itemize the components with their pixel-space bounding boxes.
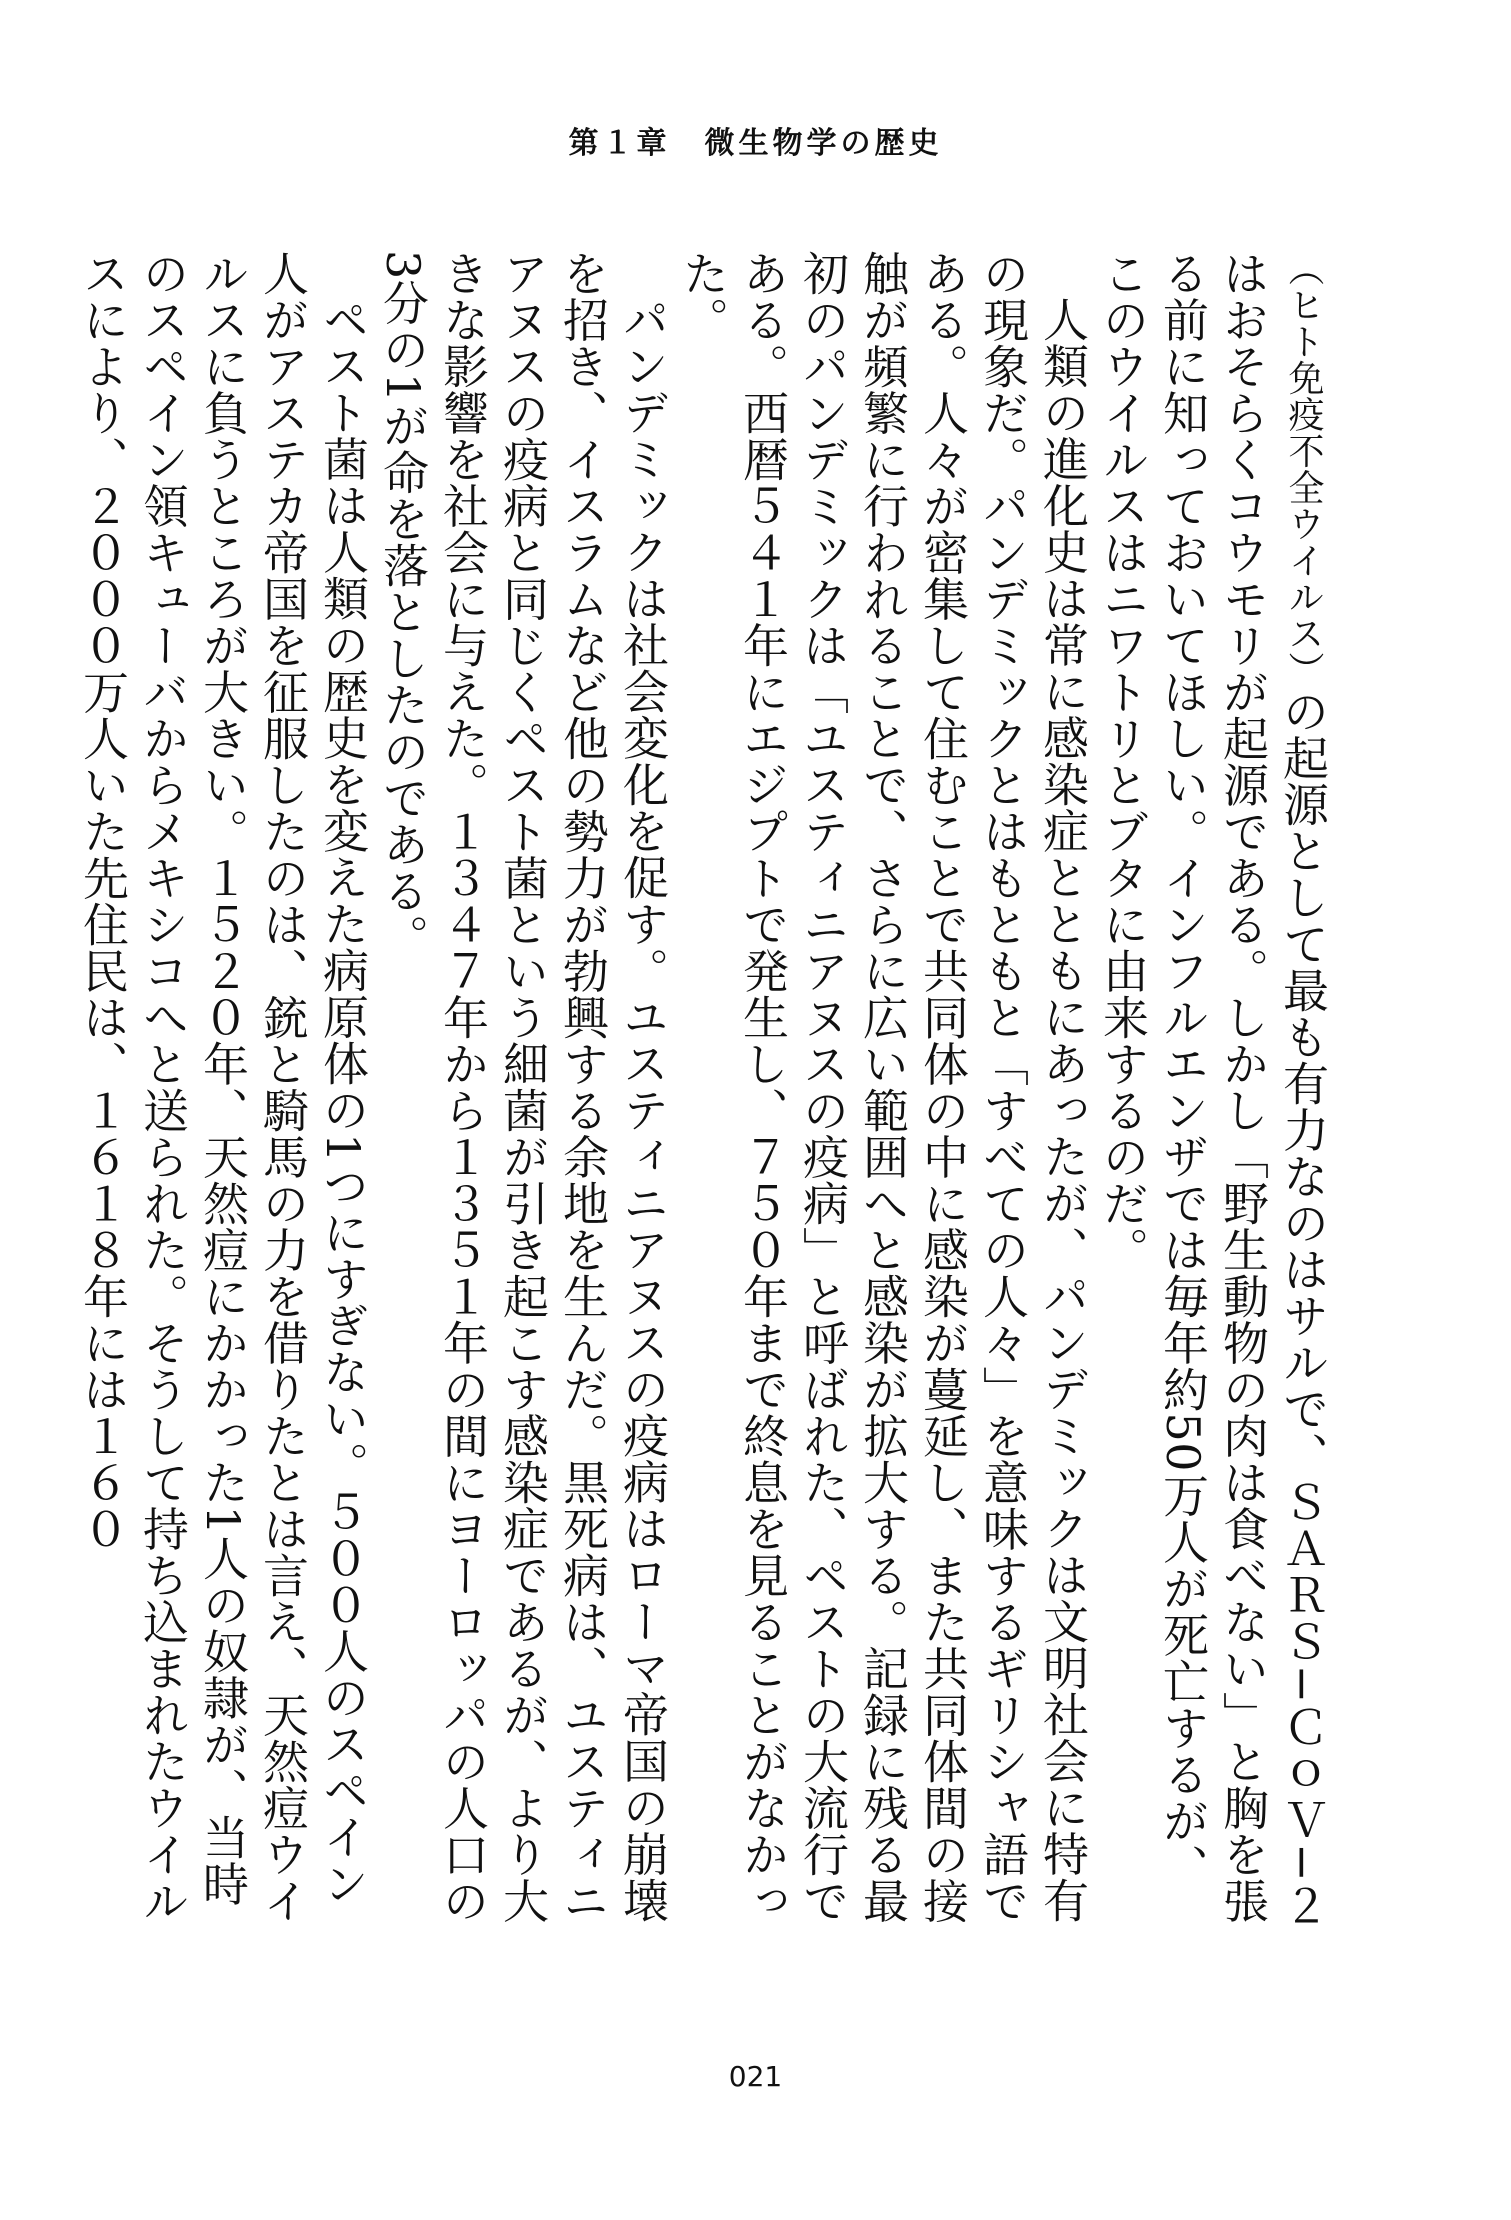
running-head: 第１章 微生物学の歴史: [568, 126, 943, 161]
paragraph-4: [73, 250, 373, 1930]
paragraph-2-text: 人類の進化史は常に感染症とともにあったが、パンデミックは文明社会に特有の現象だ。パンデミックとはもともと「すべての人々」を意味するギリシャ語である。人々が密集して住むことで共同体の中に感染が蔓延し、また共同体間の接触が頻繁に行われることで、さらに広い範囲へと感染が拡大する。記録に残る最初のパンデミックは「ユスティニアヌスの疫病」と呼ばれた、ペストの大流行である。西暦５４１年にエジプトで発生し、７５０年まで終息を見ることがなかった。: [676, 250, 1090, 1924]
body-text: [76, 250, 1333, 1930]
paragraph-3: [373, 250, 673, 1930]
paragraph-1-prefix: （ヒト免疫不全ウイルス）: [1283, 250, 1324, 688]
paragraph-4-text: ペスト菌は人類の歴史を変えた病原体の1つにすぎない。５００人のスペイン人がアステカ帝国を征服したのは、銃と騎馬の力を借りたとは言え、天然痘ウイルスに負うところが大きい。１５２０年、天然痘にかかった1人の奴隷が、当時のスペイン領キューバからメキシコへと送られた。そうして持ち込まれたウイルスにより、２０００万人いた先住民は、１６１８年には１６０: [76, 250, 370, 1924]
page-number: 021: [728, 2060, 783, 2093]
paragraph-1: [1093, 250, 1333, 1930]
paragraph-3-text: パンデミックは社会変化を促す。ユスティニアヌスの疫病はローマ帝国の崩壊を招き、イスラムなど他の勢力が勃興する余地を生んだ。黒死病は、ユスティニアヌスの疫病と同じくペスト菌という細菌が引き起こす感染症であるが、より大きな影響を社会に与えた。１３４７年から１３５１年の間にヨーロッパの人口の3分の1が命を落としたのである。: [376, 250, 670, 1924]
paragraph-1-text: の起源として最も有力なのはサルで、ＳＡＲＳ−ＣｏＶ−２はおそらくコウモリが起源である。しかし「野生動物の肉は食べない」と胸を張る前に知っておいてほしい。インフルエンザでは毎年約50万人が死亡するが、このウイルスはニワトリとブタに由来するのだ。: [1096, 250, 1330, 1929]
paragraph-2: [673, 250, 1093, 1930]
